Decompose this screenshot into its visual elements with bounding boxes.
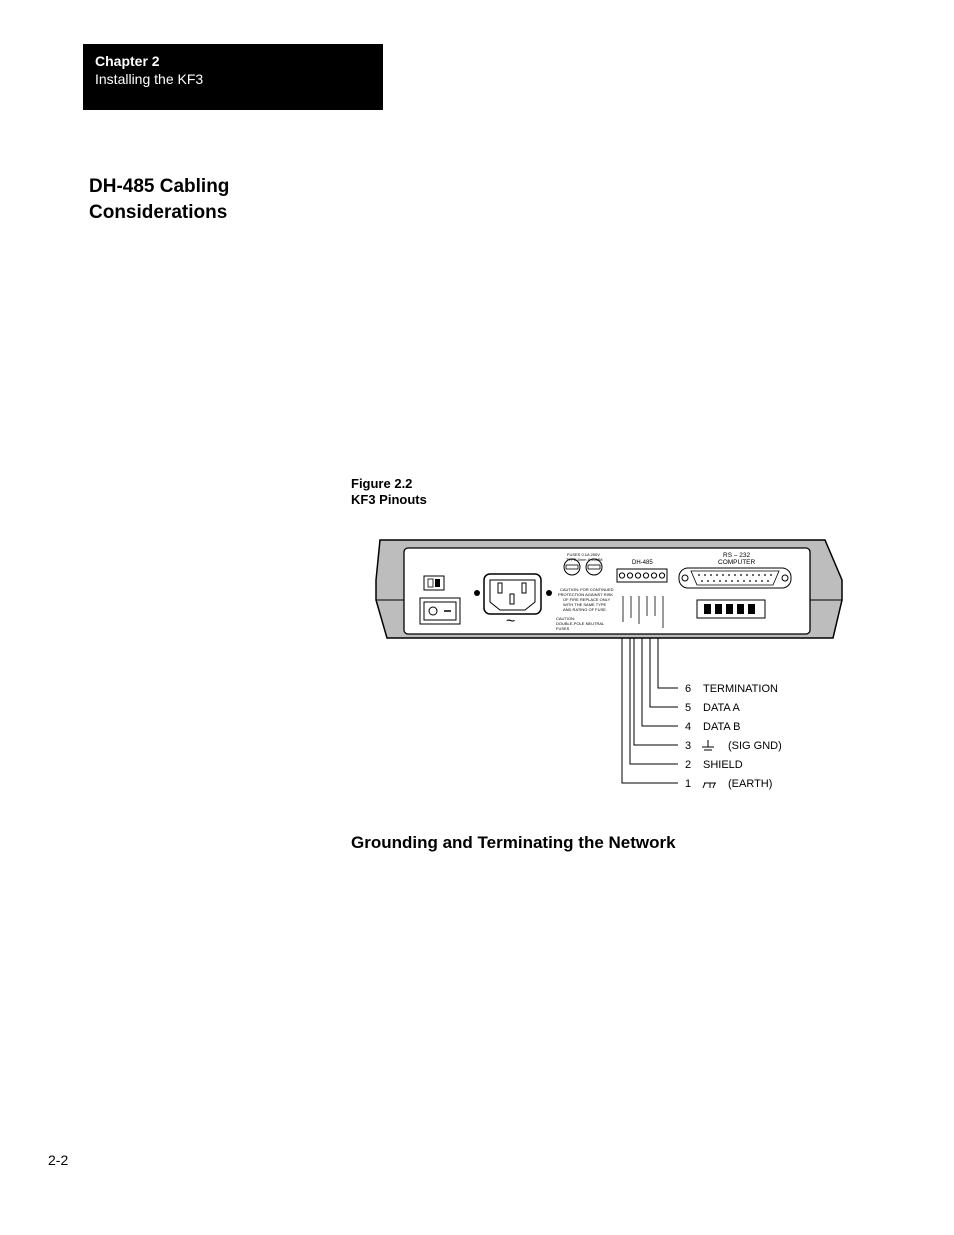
- fuse-label-line1: FUSES 0.1A 250V: [567, 552, 600, 557]
- rs232-db25-connector: [679, 568, 791, 588]
- pin-3-number: 3: [685, 740, 692, 752]
- rs232-label-line1: RS – 232: [723, 552, 751, 559]
- fuse-label-line2: TYPE 5mm X 20MM: [566, 557, 603, 562]
- chapter-header: [83, 44, 383, 110]
- pin-2: [685, 759, 743, 771]
- chapter-label: Chapter 2: [95, 53, 160, 69]
- pin-2-label: SHIELD: [703, 759, 743, 771]
- pin-4-number: 4: [685, 721, 692, 733]
- section-title-line1: DH-485 Cabling: [89, 176, 230, 197]
- figure-number: Figure 2.2: [351, 476, 413, 491]
- caution-line2: PROTECTION AGAINST RISK: [558, 592, 614, 597]
- mount-hole-left: [474, 590, 480, 596]
- section-title: [89, 174, 289, 226]
- caution-line4: WITH THE SAME TYPE: [563, 602, 607, 607]
- address-switch-block: [697, 600, 765, 618]
- kf3-pinout-diagram: [360, 520, 860, 800]
- pin-6-number: 6: [685, 683, 692, 695]
- pin-2-number: 2: [685, 759, 692, 771]
- earth-ground-icon: [703, 783, 716, 788]
- page-number: 2-2: [48, 1152, 69, 1168]
- dh485-connector: [617, 569, 667, 582]
- caution2-line1: CAUTION:: [556, 616, 576, 621]
- caution2-line2: DOUBLE-POLE NEUTRAL: [556, 621, 605, 626]
- pin-3: [685, 740, 782, 752]
- caution-line3: OF FIRE REPLACE ONLY: [563, 597, 611, 602]
- pin-1-number: 1: [685, 778, 692, 790]
- chapter-title: Installing the KF3: [95, 71, 204, 87]
- pin-6: [685, 683, 778, 695]
- caution2-line3: FUSES: [556, 626, 570, 631]
- ac-power-inlet: [484, 574, 541, 614]
- rs232-label-line2: COMPUTER: [718, 559, 756, 566]
- section-title-line2: Considerations: [89, 202, 228, 223]
- caution-line1: CAUTION: FOR CONTINUED: [560, 587, 614, 592]
- caution-line5: AND RATING OF FUSE.: [563, 607, 607, 612]
- figure-title: KF3 Pinouts: [351, 492, 427, 507]
- pin-6-label: TERMINATION: [703, 683, 778, 695]
- dip-switch: [424, 576, 444, 590]
- pin-3-label: (SIG GND): [728, 740, 782, 752]
- pin-5-number: 5: [685, 702, 692, 714]
- mount-hole-right: [546, 590, 552, 596]
- pin-4: [685, 721, 741, 733]
- pin-leader-lines: [622, 638, 678, 783]
- signal-ground-icon: [702, 740, 714, 750]
- dh485-label: DH-485: [632, 560, 653, 566]
- pin-1-label: (EARTH): [728, 778, 773, 790]
- pin-5-label: DATA A: [703, 702, 740, 714]
- pin-4-label: DATA B: [703, 721, 741, 733]
- subsection-title: Grounding and Terminating the Network: [351, 833, 676, 852]
- ac-symbol: ~: [506, 613, 516, 630]
- pin-5: [685, 702, 741, 714]
- pin-1: [685, 778, 772, 790]
- figure-caption: [351, 476, 427, 508]
- power-switch: [420, 598, 460, 624]
